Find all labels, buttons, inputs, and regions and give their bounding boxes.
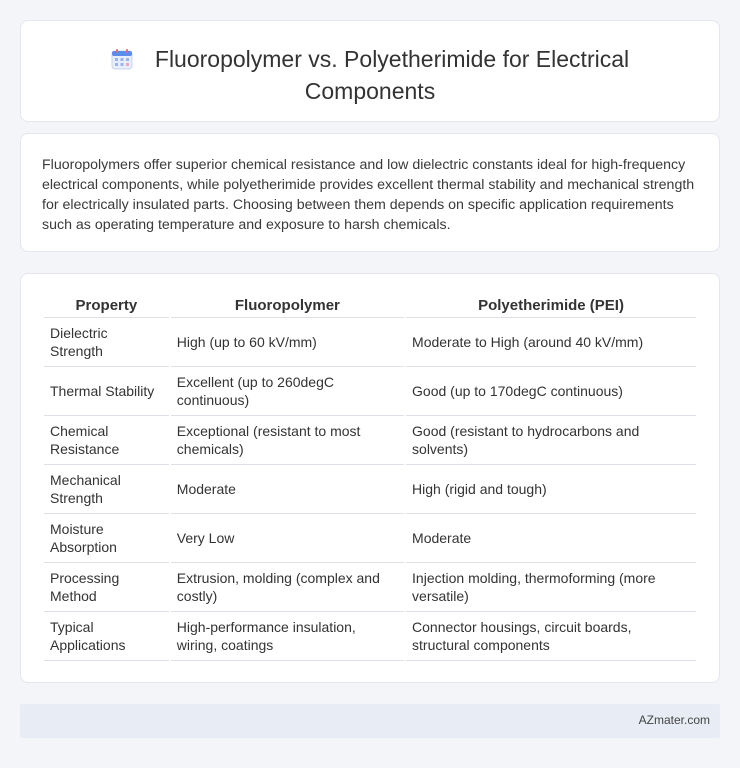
polyetherimide-cell: Good (up to 170degC continuous) (406, 367, 696, 416)
header-fluoropolymer: Fluoropolymer (171, 296, 404, 318)
comparison-card (20, 273, 720, 683)
fluoropolymer-cell: Moderate (171, 465, 404, 514)
table-row (44, 318, 696, 367)
fluoropolymer-cell: High-performance insulation, wiring, coatings (171, 612, 404, 661)
table-row (44, 612, 696, 661)
polyetherimide-cell: Connector housings, circuit boards, structural components (406, 612, 696, 661)
header-polyetherimide: Polyetherimide (PEI) (406, 296, 696, 318)
polyetherimide-cell: Injection molding, thermoforming (more versatile) (406, 563, 696, 612)
table-row (44, 563, 696, 612)
polyetherimide-cell: High (rigid and tough) (406, 465, 696, 514)
table-header-row (44, 296, 696, 318)
polyetherimide-cell: Good (resistant to hydrocarbons and solvents) (406, 416, 696, 465)
comparison-table (42, 296, 698, 661)
table-row (44, 367, 696, 416)
property-cell: Mechanical Strength (44, 465, 169, 514)
fluoropolymer-cell: High (up to 60 kV/mm) (171, 318, 404, 367)
table-row (44, 465, 696, 514)
summary-text: Fluoropolymers offer superior chemical resistance and low dielectric constants ideal for high-frequency electrical components, while polyetherimide provides excellent thermal stability and mechanical strength for electrically insulated parts. Choosing between them depends on specific application requirements such as operating temperature and exposure to harsh chemicals. (42, 157, 695, 233)
page-title-wrap (21, 45, 719, 106)
polyetherimide-cell: Moderate (406, 514, 696, 563)
property-cell: Dielectric Strength (44, 318, 169, 367)
fluoropolymer-cell: Excellent (up to 260degC continuous) (171, 367, 404, 416)
calendar-icon (111, 48, 133, 77)
property-cell: Typical Applications (44, 612, 169, 661)
property-cell: Chemical Resistance (44, 416, 169, 465)
footer-bar (20, 704, 720, 738)
property-cell: Thermal Stability (44, 367, 169, 416)
fluoropolymer-cell: Very Low (171, 514, 404, 563)
fluoropolymer-cell: Exceptional (resistant to most chemicals) (171, 416, 404, 465)
header-property: Property (44, 296, 169, 318)
fluoropolymer-cell: Extrusion, molding (complex and costly) (171, 563, 404, 612)
summary-card (20, 133, 720, 252)
table-row (44, 514, 696, 563)
page-title: Fluoropolymer vs. Polyetherimide for Electrical Components (154, 46, 630, 104)
footer-brand: AZmater.com (638, 713, 710, 727)
property-cell: Moisture Absorption (44, 514, 169, 563)
property-cell: Processing Method (44, 563, 169, 612)
table-row (44, 416, 696, 465)
title-card (20, 20, 720, 122)
polyetherimide-cell: Moderate to High (around 40 kV/mm) (406, 318, 696, 367)
